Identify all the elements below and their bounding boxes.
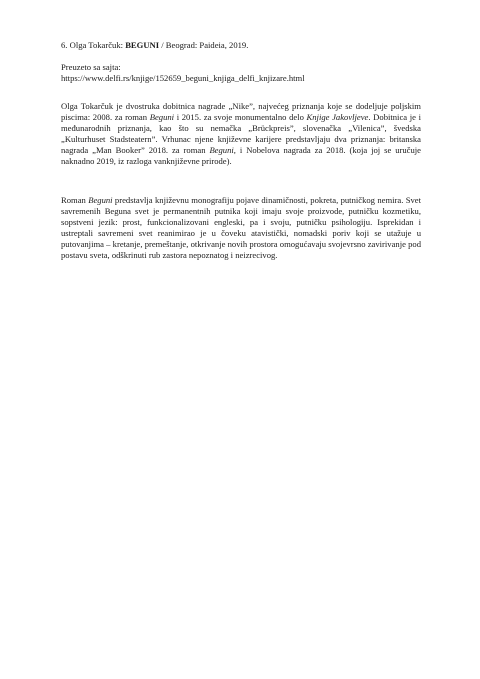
bio-text-4: , i Nobelova nagrada za 2018. (koja joj se uručuje naknadno 2019, iz razloga vanknjiževne prirode). bbox=[61, 145, 421, 166]
entry-number: 6. bbox=[61, 40, 68, 50]
document-page bbox=[61, 40, 421, 261]
desc-text-2: predstavlja književnu monografiju pojave dinamičnosti, pokreta, putničkog nemira. Svet savremenih Beguna svet je permanentnih putnika koji imaju svoje proizvode, putničku kozmetiku, sopstveni jezik: prost, funkcionalizovani engleski, pa i svoju, putničku psihologiju. Isprekidan i ustreptali savremeni svet reanimirao je u čoveku atavistički, nomadski poriv koji se utažuje u putovanjima – kretanje, premeštanje, otkrivanje novih prostora omogućavaju svojevrsno zavirivanje pod postavu sveta, odškrinuti rub zastora nepoznatog i neizrecivog. bbox=[61, 195, 421, 260]
bio-italic-beguni: Beguni bbox=[149, 112, 175, 122]
bio-text-1: Olga Tokarčuk je dvostruka dobitnica nagrade „Nike”, najvećeg priznanja koje se dodeljuje poljskim piscima: 2008. za roman bbox=[61, 101, 421, 122]
source-block bbox=[61, 62, 421, 84]
book-heading bbox=[61, 40, 421, 51]
bio-text-2: i 2015. za svoje monumentalno delo bbox=[174, 112, 307, 122]
novel-description-paragraph bbox=[61, 195, 421, 261]
bio-italic-knjige-jakovljeve: Knjige Jakovljeve bbox=[306, 112, 369, 122]
desc-italic-beguni: Beguni bbox=[88, 195, 113, 205]
bio-text-3: . Dobitnica je i međunarodnih priznanja, kao što su nemačka „Brückpreis”, slovenačka „Vilenica”, švedska „Kulturhuset Stadsteatern”. Vrhunac njene književne karijere predstavljaju dva priznanja: britanska nagrada „Man Booker” 2018. za roman bbox=[61, 112, 421, 155]
book-publisher: / Beograd: Paideia, 2019. bbox=[161, 40, 249, 50]
source-url: https://www.delfi.rs/knjige/152659_beguni_knjiga_delfi_knjizare.html bbox=[61, 73, 305, 83]
author-bio-paragraph bbox=[61, 101, 421, 167]
source-label: Preuzeto sa sajta: bbox=[61, 62, 121, 72]
bio-italic-beguni-2: Beguni bbox=[209, 145, 234, 155]
book-author: Olga Tokarčuk: bbox=[69, 40, 124, 50]
desc-text-1: Roman bbox=[61, 195, 89, 205]
book-title: BEGUNI bbox=[125, 40, 160, 50]
